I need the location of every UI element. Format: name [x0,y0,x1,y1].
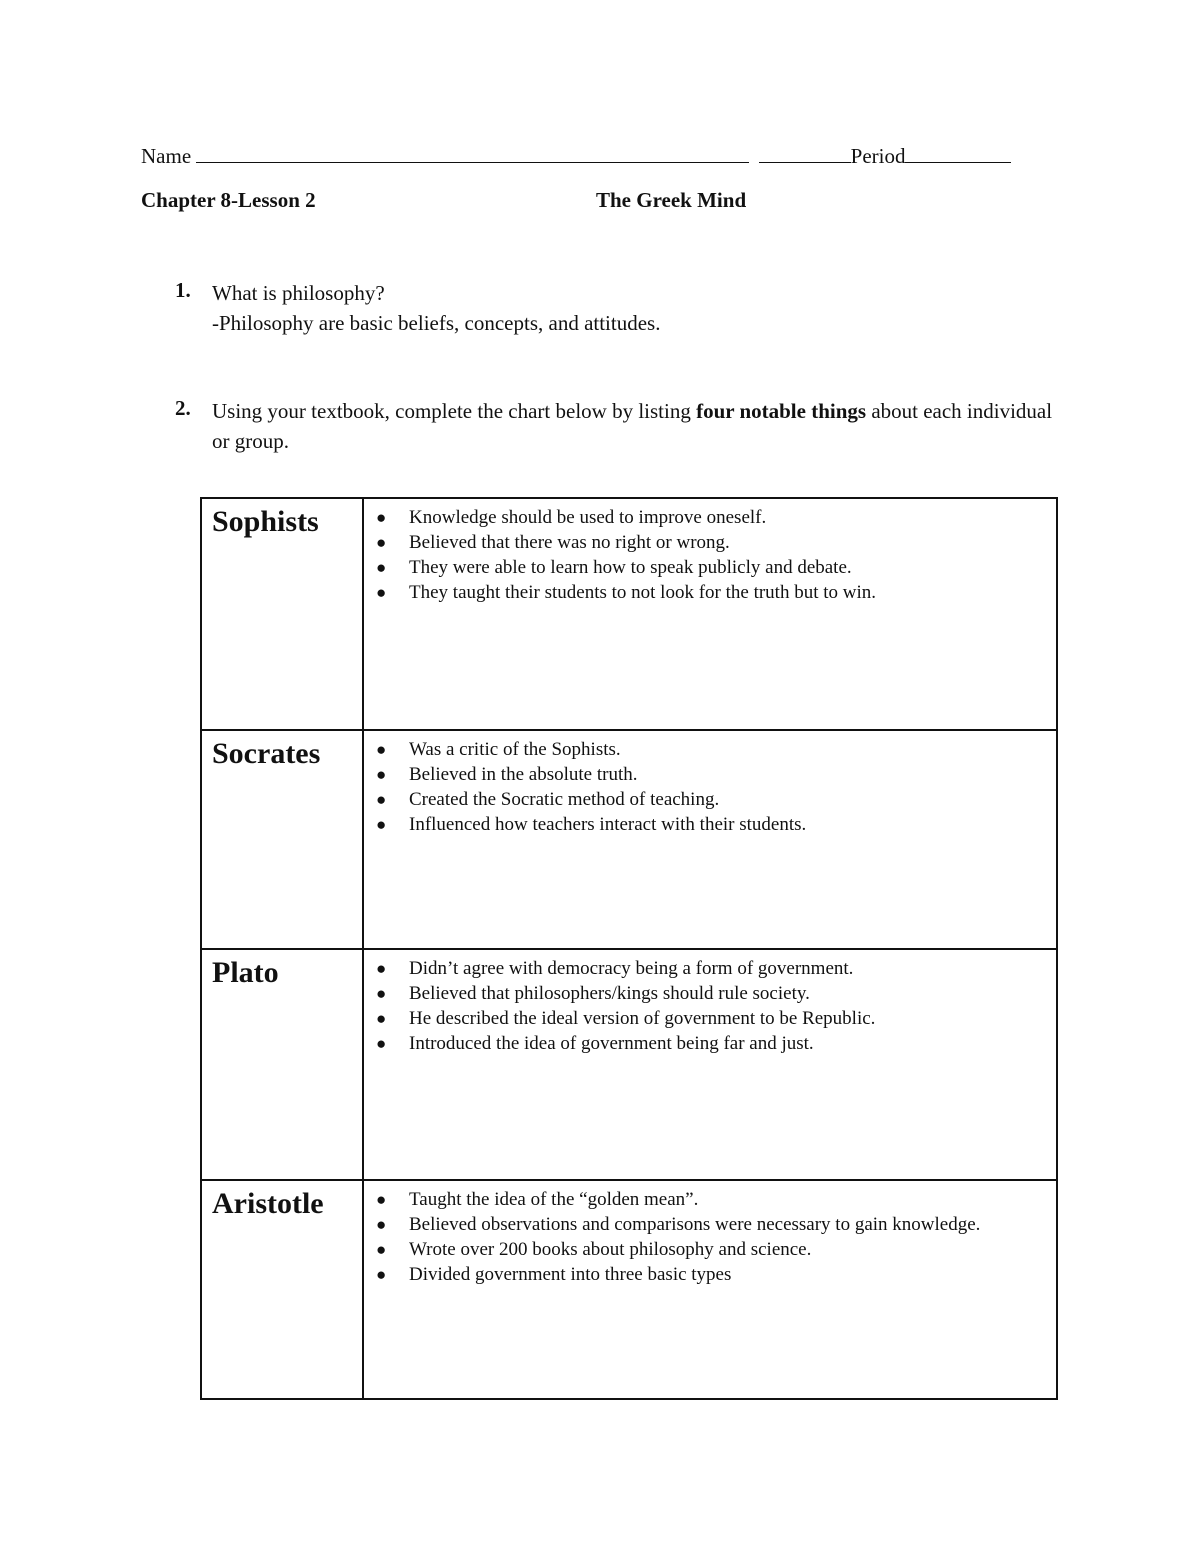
chapter-label: Chapter 8-Lesson 2 [141,188,316,212]
row-name: Socrates [201,730,363,949]
name-blank[interactable] [196,144,749,163]
period-label: Period [850,144,906,168]
row-items [363,949,1057,1180]
period-blank[interactable] [905,144,1011,163]
bullet-icon: ● [376,533,387,552]
row-name: Aristotle [201,1180,363,1399]
list-item: ● Divided government into three basic types [376,1264,732,1285]
list-item: ● Was a critic of the Sophists. [376,739,621,760]
bullet-icon: ● [376,1265,387,1284]
bullet-icon: ● [376,558,387,577]
list-item: ● Wrote over 200 books about philosophy and science. [376,1239,812,1260]
bullet-icon: ● [376,984,387,1003]
bullet-icon: ● [376,740,387,759]
question-text-bold: four notable things [696,399,867,423]
list-item: ● Believed that philosophers/kings should rule society. [376,983,810,1004]
list-item: ● Knowledge should be used to improve oneself. [376,507,767,528]
row-name: Sophists [201,498,363,730]
bullet-icon: ● [376,583,387,602]
bullet-icon: ● [376,1215,387,1234]
row-items [363,730,1057,949]
name-label: Name [141,144,192,168]
question-text-part: about each individual or group. [212,399,1053,453]
chart-row-plato [201,949,1057,1180]
chart-row-aristotle [201,1180,1057,1399]
period-blank-lead[interactable] [759,144,851,163]
bullet-icon: ● [376,1034,387,1053]
list-item: ● They were able to learn how to speak publicly and debate. [376,557,852,578]
list-item: ● He described the ideal version of government to be Republic. [376,1008,876,1029]
chart-row-sophists [201,498,1057,730]
row-items [363,1180,1057,1399]
bullet-icon: ● [376,1240,387,1259]
question-answer: -Philosophy are basic beliefs, concepts, and attitudes. [212,311,661,335]
question-number: 2. [175,396,191,420]
bullet-icon: ● [376,508,387,527]
chart-row-socrates [201,730,1057,949]
question-text [212,396,1072,456]
question-number: 1. [175,278,191,302]
bullet-icon: ● [376,959,387,978]
bullet-icon: ● [376,1190,387,1209]
list-item: ● Introduced the idea of government being far and just. [376,1033,814,1054]
list-item: ● Believed that there was no right or wrong. [376,532,730,553]
row-name: Plato [201,949,363,1180]
page-title: The Greek Mind [596,188,747,212]
list-item: ● Believed in the absolute truth. [376,764,638,785]
list-item: ● They taught their students to not look for the truth but to win. [376,582,877,603]
bullet-icon: ● [376,790,387,809]
bullet-icon: ● [376,1009,387,1028]
row-items [363,498,1057,730]
name-period-line [141,144,1041,169]
list-item: ● Influenced how teachers interact with their students. [376,814,807,835]
list-item: ● Created the Socratic method of teaching. [376,789,720,810]
bullet-icon: ● [376,815,387,834]
list-item: ● Believed observations and comparisons were necessary to gain knowledge. [376,1214,981,1235]
list-item: ● Taught the idea of the “golden mean”. [376,1189,699,1210]
question-text: What is philosophy? [212,281,385,305]
list-item: ● Didn’t agree with democracy being a form of government. [376,958,854,979]
bullet-icon: ● [376,765,387,784]
question-text-part: Using your textbook, complete the chart below by listing [212,399,697,423]
notable-things-chart [200,497,1058,1400]
